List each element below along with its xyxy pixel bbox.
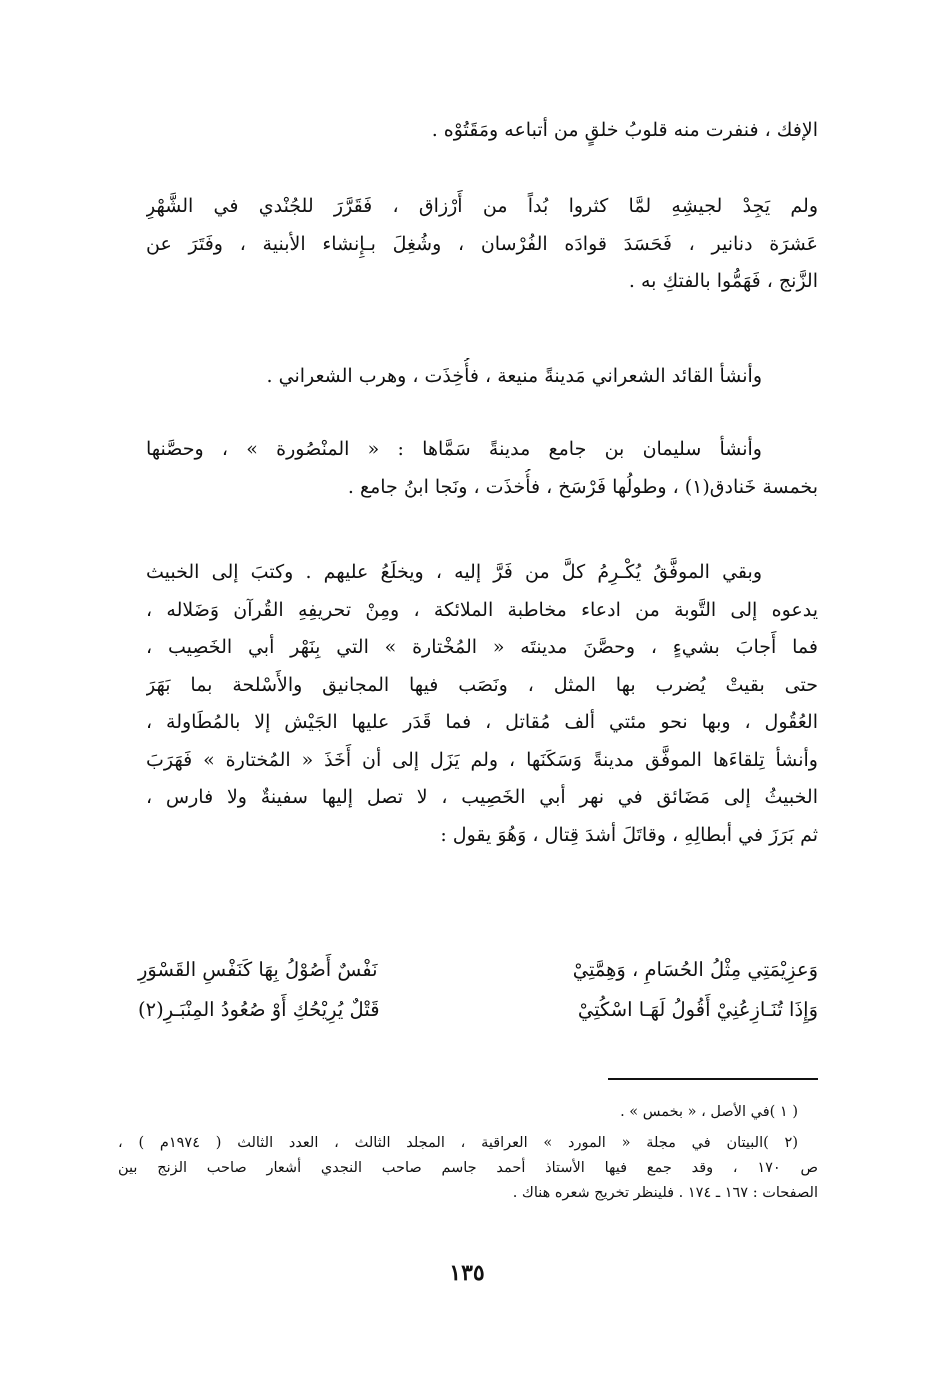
text-line: حتى بقيتْ يُضرب بها المثل ، ونَصَب فيها المجانيق والأَسْلحة بما بَهَرَ	[146, 673, 818, 696]
poem-verses	[138, 950, 818, 1030]
footnote-line: الصفحات : ١٦٧ ـ ١٧٤ . فلينظر تخريج شعره هناك .	[512, 1185, 818, 1201]
verse-second-hemistich: نَفْسٌ أَصُوْلُ بِهَا كَنَفْسِ القَسْوَرِ	[138, 958, 378, 981]
text-line: عَشرَة دنانير ، فَحَسَدَ قوادَه الفُرْسان ، وشُغِلَ بـإِنشاء الأبنية ، وفَتَرَ عن	[146, 232, 818, 255]
text-line: ثم بَرَزَ في أبطالِهِ ، وقاتَلَ أشدَ قِتال ، وَهُوَ يقول :	[440, 823, 818, 846]
text-line: وبقي الموفَّقُ يُكْـرِمُ كلَّ من فَرَّ إليه ، ويخلَعُ عليهم . وكتبَ إلى الخبيث	[146, 561, 762, 583]
verse-second-hemistich: قَتْلٌ يُرِيْحُكِ أَوْ صُعُودُ المِنْبَـرِ(٢)	[138, 998, 380, 1021]
text-line: الخبيثُ إلى مَضَائق في نهر أبي الخَصِيب ، لا تصل إليها سفينةٌ ولا فارس ،	[146, 786, 818, 808]
footnote-separator	[608, 1078, 818, 1080]
text-line: الإفك ، فنفرت منه قلوبُ خلقٍ من أتباعه ومَقَتُوْه .	[431, 119, 818, 141]
text-line: فما أَجابَ بشيءٍ ، وحصَّنَ مدينتَه « المُخْتارة » التي بِنَهْر أبي الخَصِيب ،	[146, 636, 818, 658]
verse-first-hemistich: وَإِذَا تُنَـازِعُنِيْ أَقُولُ لَهَـا اسْكُتِيْ	[577, 998, 818, 1021]
text-line: يدعوه إلى التَّوبة من ادعاء مخاطبة الملائكة ، ومِنْ تحريفِهِ القُرآن وَضَلاله ،	[146, 598, 818, 621]
text-line: العُقُول ، وبها نحو مئتي ألف مُقاتل ، فما قَدَر عليها الجَيْش إلا بالمُطَاولة ،	[146, 711, 818, 733]
footnote-1	[118, 1100, 818, 1125]
paragraph-2	[146, 188, 818, 301]
text-line: وأنشأ القائد الشعراني مَدينةً منيعة ، فأُخِذَت ، وهرب الشعراني .	[266, 365, 762, 387]
footnote-line: (٢ )البيتان في مجلة « المورد » العراقية ، المجلد الثالث ، العدد الثالث ( ١٩٧٤م ) ،	[118, 1135, 798, 1151]
footnote-line: ص ١٧٠ ، وقد جمع فيها الأستاذ أحمد جاسم صاحب النجدي أشعار صاحب الزنج بين	[118, 1160, 818, 1176]
text-line: وأنشأ سليمان بن جامع مدينةً سَمَّاها : « المنْصُورة » ، وحصَّنها	[146, 438, 762, 460]
paragraph-3	[146, 358, 818, 396]
text-line: بخمسة خَنادق(١) ، وطولُها فَرْسَخ ، فأُخذَت ، ونَجا ابنُ جامع .	[347, 475, 818, 498]
footnote-2	[118, 1131, 818, 1206]
footnote-line: ( ١ )في الأصل ، « بخمس » .	[620, 1104, 798, 1120]
page-number: ١٣٥	[449, 1260, 485, 1286]
verse-line	[138, 990, 818, 1030]
paragraph-5	[146, 554, 818, 854]
paragraph-4	[146, 431, 818, 506]
text-line: ولم يَجِدْ لجيشِهِ لمَّا كثروا بُداً من أَرْزاق ، فَقَرَّرَ للجُنْدي في الشَّهْرِ	[146, 195, 818, 217]
paragraph-1	[146, 112, 818, 150]
verse-line	[138, 950, 818, 990]
text-line: الزَّنج ، فَهَمُّوا بالفتكِ به .	[628, 270, 818, 292]
text-line: وأنشأ تِلقاءَها الموفَّق مدينةً وَسَكَنَها ، ولم يَزَل إلى أن أَخَذَ « المُختارة » فَهَرَبَ	[146, 748, 818, 771]
verse-first-hemistich: وَعزِيْمَتِي مِثْلُ الحُسَامِ ، وَهِمَّتِيْ	[572, 958, 818, 981]
